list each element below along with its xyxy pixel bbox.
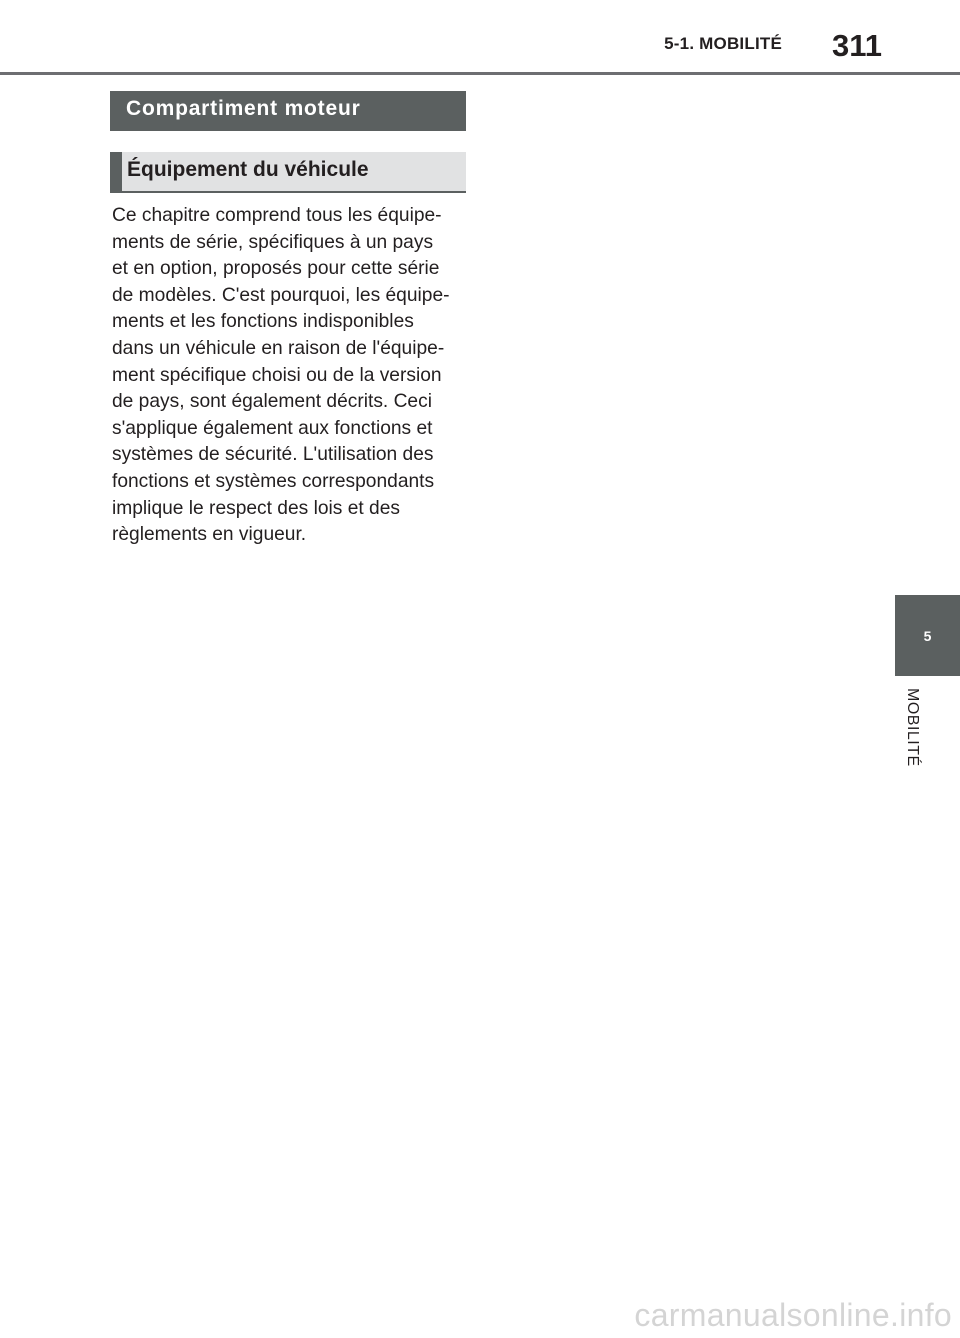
body-line: ment spécifique choisi ou de la version (112, 364, 442, 386)
body-line: règlements en vigueur. (112, 524, 307, 546)
watermark: carmanualsonline.info (634, 1297, 952, 1333)
body-paragraph (112, 203, 472, 549)
body-line: ments de série, spécifiques à un pays (112, 231, 434, 253)
body-line: fonctions et systèmes correspondants (112, 470, 435, 492)
body-line: dans un véhicule en raison de l'équipe- (112, 337, 445, 359)
section-heading: Compartiment moteur (110, 91, 466, 131)
body-line: s'applique également aux fonctions et (112, 417, 433, 439)
body-line: systèmes de sécurité. L'utilisation des (112, 444, 434, 466)
chapter-tab (895, 595, 960, 676)
header-divider (0, 72, 960, 75)
subsection-heading: Équipement du véhicule (110, 152, 466, 193)
header-section-title: 5-1. MOBILITÉ (664, 34, 782, 53)
body-line: ments et les fonctions indisponibles (112, 311, 414, 333)
body-line: et en option, proposés pour cette série (112, 258, 440, 280)
chapter-tab-number: 5 (923, 627, 932, 644)
body-line: Ce chapitre comprend tous les équipe- (112, 205, 442, 226)
page-number: 311 (831, 28, 882, 63)
body-line: implique le respect des lois et des (112, 497, 400, 519)
chapter-tab-label: MOBILITÉ (904, 688, 921, 767)
body-line: de modèles. C'est pourquoi, les équipe- (112, 284, 450, 306)
body-line: de pays, sont également décrits. Ceci (112, 391, 432, 413)
